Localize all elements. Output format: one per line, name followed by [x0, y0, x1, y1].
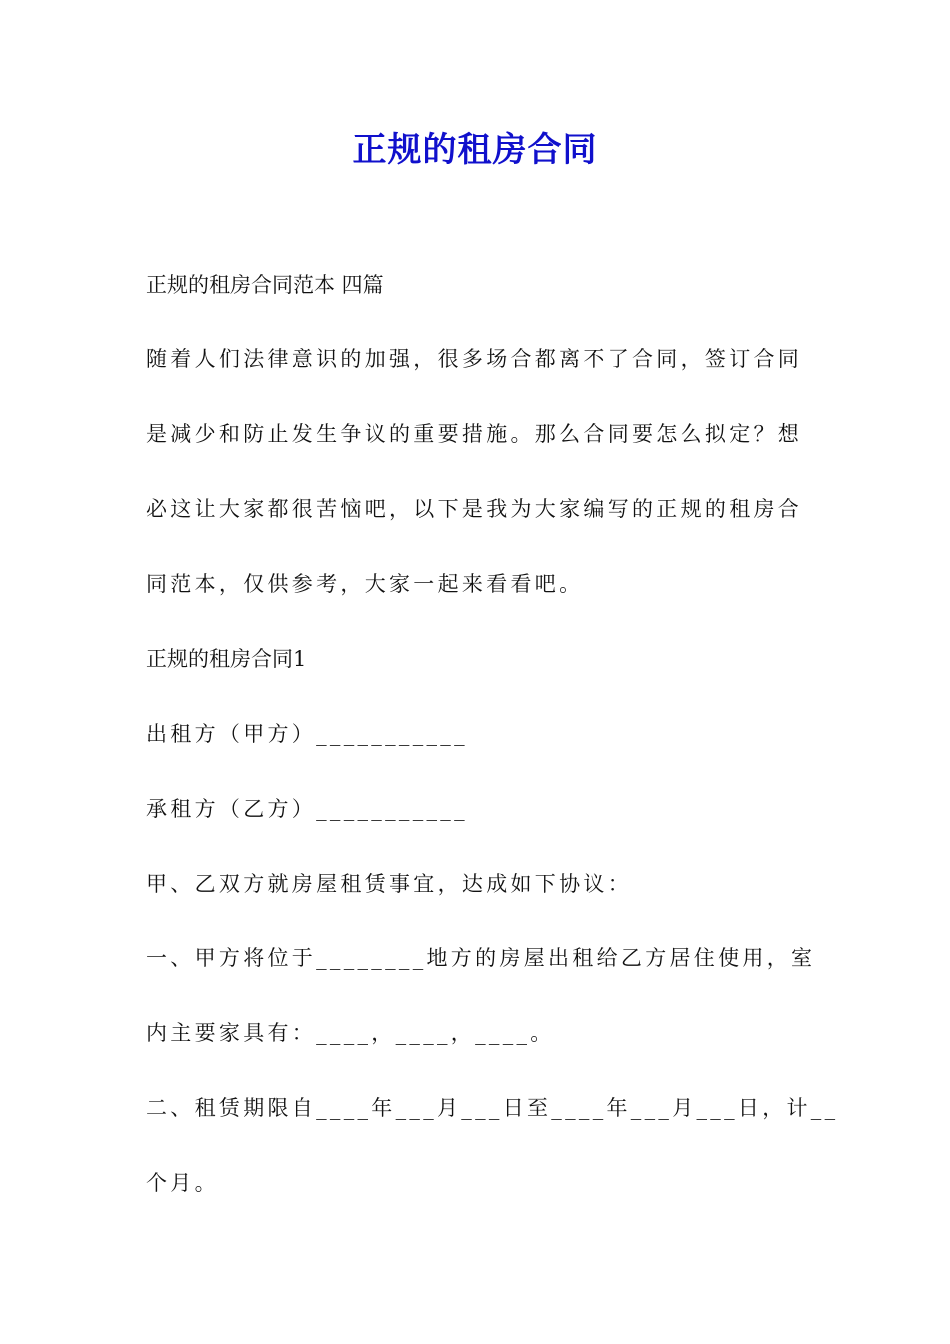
section-heading: 正规的租房合同1 — [146, 647, 307, 671]
clause-1-line-2: 内主要家具有：____，____，____。 — [146, 1021, 555, 1045]
intro-line-4: 同范本，仅供参考，大家一起来看看吧。 — [146, 572, 584, 596]
document-title: 正规的租房合同 — [352, 130, 598, 170]
agreement-line: 甲、乙双方就房屋租赁事宜，达成如下协议： — [146, 872, 632, 896]
clause-2-line-2: 个月。 — [146, 1171, 219, 1195]
subtitle-line: 正规的租房合同范本 四篇 — [146, 273, 384, 297]
intro-line-2: 是减少和防止发生争议的重要措施。那么合同要怎么拟定？想 — [146, 422, 803, 446]
intro-line-3: 必这让大家都很苦恼吧，以下是我为大家编写的正规的租房合 — [146, 497, 803, 521]
clause-1-line-1: 一、甲方将位于________地方的房屋出租给乙方居住使用，室 — [146, 946, 816, 970]
lessor-line: 出租方（甲方）___________ — [146, 722, 468, 746]
lessee-line: 承租方（乙方）___________ — [146, 797, 468, 821]
intro-line-1: 随着人们法律意识的加强，很多场合都离不了合同，签订合同 — [146, 347, 803, 371]
clause-2-line-1: 二、租赁期限自____年___月___日至____年___月___日，计__ — [146, 1096, 839, 1120]
